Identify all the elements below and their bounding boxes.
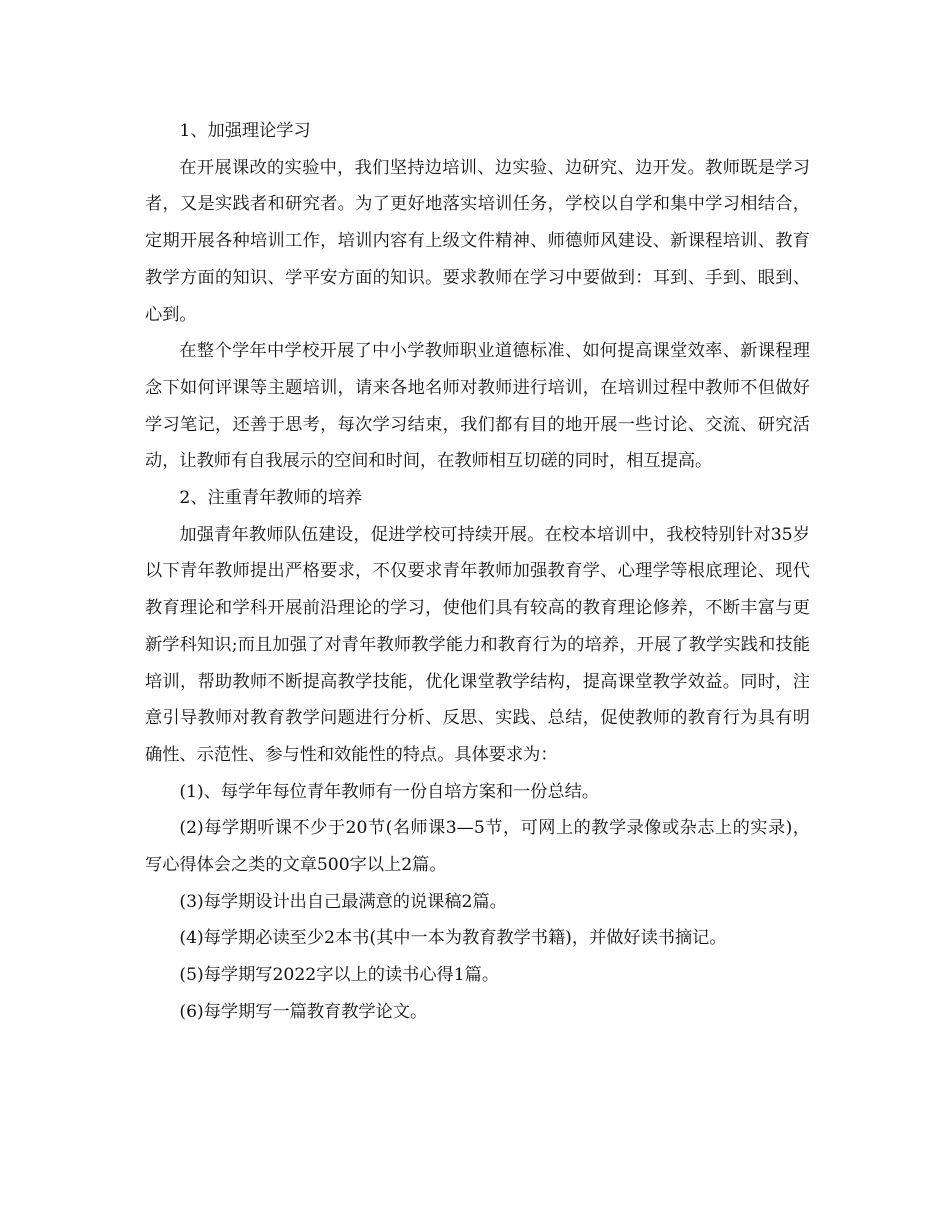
requirement-item: (1)、每学年每位青年教师有一份自培方案和一份总结。	[179, 781, 600, 802]
requirement-item: (4)每学期必读至少2本书(其中一本为教育教学书籍)，并做好读书摘记。	[179, 928, 727, 949]
requirement-item: (2)每学期听课不少于20节(名师课3—5节，可网上的教学录像或杂志上的实录)，写心得体会之类的文章500字以上2篇。	[145, 818, 810, 876]
paragraph: 加强青年教师队伍建设，促进学校可持续开展。在校本培训中，我校特别针对35岁以下青年教师提出严格要求，不仅要求青年教师加强教育学、心理学等根底理论、现代教育理论和学科开展前沿理论的学习，使他们具有较高的教育理论修养，不断丰富与更新学科知识;而且加强了对青年教师教学能力和教育行为的培养，开展了教学实践和技能培训，帮助教师不断提高教学技能，优化课堂教学结构，提高课堂教学效益。同时，注意引导教师对教育教学问题进行分析、反思、实践、总结，促使教师的教育行为具有明确性、示范性、参与性和效能性的特点。具体要求为：	[145, 524, 810, 765]
paragraph: 在开展课改的实验中，我们坚持边培训、边实验、边研究、边开发。教师既是学习者，又是实践者和研究者。为了更好地落实培训任务，学校以自学和集中学习相结合，定期开展各种培训工作，培训内容有上级文件精神、师德师风建设、新课程培训、教育教学方面的知识、学平安方面的知识。要求教师在学习中要做到：耳到、手到、眼到、心到。	[145, 157, 810, 325]
requirement-item: (3)每学期设计出自己最满意的说课稿2篇。	[179, 891, 507, 912]
section-heading-2: 2、注重青年教师的培养	[179, 488, 363, 509]
section-heading-1: 1、加强理论学习	[179, 121, 311, 141]
document-body	[145, 113, 810, 1031]
requirement-item: (6)每学期写一篇教育教学论文。	[179, 1001, 428, 1022]
paragraph: 在整个学年中学校开展了中小学教师职业道德标准、如何提高课堂效率、新课程理念下如何评课等主题培训，请来各地名师对教师进行培训，在培训过程中教师不但做好学习笔记，还善于思考，每次学习结束，我们都有目的地开展一些讨论、交流、研究活动，让教师有自我展示的空间和时间，在教师相互切磋的同时，相互提高。	[145, 341, 810, 472]
requirement-item: (5)每学期写2022字以上的读书心得1篇。	[179, 965, 500, 986]
